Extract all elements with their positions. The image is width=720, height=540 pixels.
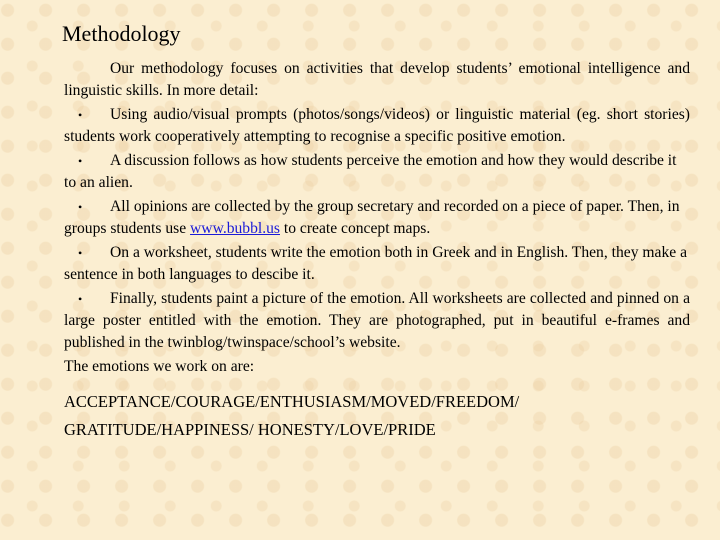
bullet-icon: • — [78, 154, 83, 168]
list-item — [64, 104, 690, 148]
list-item — [64, 242, 690, 286]
bullet-icon: • — [78, 108, 83, 122]
list-item — [64, 196, 690, 240]
intro-paragraph: Our methodology focuses on activities that develop students’ emotional intelligence and linguistic skills. In more detail: — [64, 60, 690, 99]
emotions-line-1: ACCEPTANCE/COURAGE/ENTHUSIASM/MOVED/FREEDOM/ — [64, 392, 520, 411]
bubbl-link[interactable]: www.bubbl.us — [190, 220, 280, 237]
bullet-icon: • — [78, 292, 83, 306]
list-item-text: to create concept maps. — [280, 220, 431, 237]
slide-body — [64, 58, 690, 444]
list-item-text: All opinions are collected by the group secretary and recorded on a piece of paper. Then, in groups students use — [64, 198, 680, 237]
emotions-intro: The emotions we work on are: — [64, 358, 255, 375]
emotions-list — [64, 388, 690, 444]
bullet-icon: • — [78, 246, 83, 260]
emotions-line-2: GRATITUDE/HAPPINESS/ HONESTY/LOVE/PRIDE — [64, 420, 436, 439]
page-title: Methodology — [62, 21, 181, 46]
bullet-icon: • — [78, 200, 83, 214]
list-item — [64, 288, 690, 354]
list-item — [64, 150, 690, 194]
list-item-text: A discussion follows as how students perceive the emotion and how they would describe it to an alien. — [64, 152, 677, 191]
list-item-text: Using audio/visual prompts (photos/songs/videos) or linguistic material (eg. short stories) students work cooperatively attempting to recognise a specific positive emotion. — [64, 106, 690, 145]
list-item-text: On a worksheet, students write the emotion both in Greek and in English. Then, they make a sentence in both languages to descibe it. — [64, 244, 687, 283]
list-item-text: Finally, students paint a picture of the emotion. All worksheets are collected and pinned on a large poster entitled with the emotion. They are photographed, put in beautiful e-frames and published in the twinblog/twinspace/school’s website. — [64, 290, 690, 351]
